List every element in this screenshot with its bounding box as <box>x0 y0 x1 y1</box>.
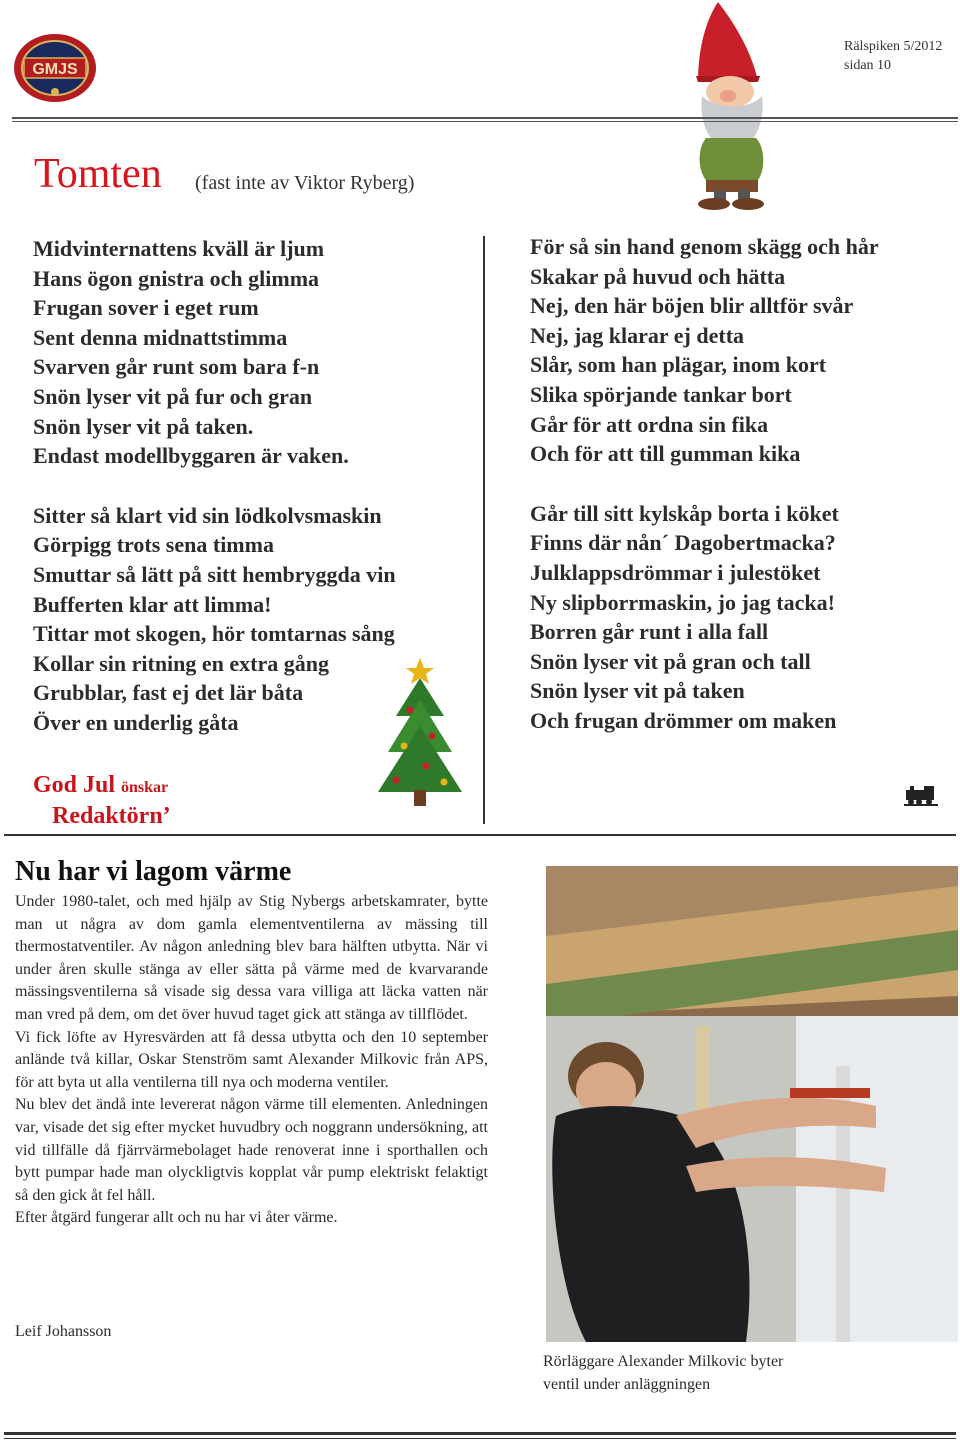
column-divider <box>483 236 485 824</box>
poem-line: Frugan sover i eget rum <box>33 295 259 321</box>
locomotive-icon <box>904 784 938 806</box>
poem-line: Går för att ordna sin fika <box>530 411 769 437</box>
christmas-tree-illustration <box>374 656 466 808</box>
greeting-signature <box>52 803 171 830</box>
poem-line: Snön lyser vit på taken <box>530 678 745 704</box>
poem-line: Och frugan drömmer om maken <box>530 707 837 733</box>
poem-line: Slika spörjande tankar bort <box>530 381 792 407</box>
greeting-onskar: önskar <box>121 779 169 796</box>
poem-line: Snön lyser vit på taken. <box>33 413 254 439</box>
photo-caption <box>543 1350 843 1396</box>
poem-left-column <box>33 234 396 738</box>
poem-line: Skakar på huvud och hätta <box>530 263 786 289</box>
gnome-icon <box>688 0 776 212</box>
footer-rule <box>4 1432 956 1435</box>
poem-line: Nej, jag klarar ej detta <box>530 322 745 348</box>
poem-line: Kollar sin ritning en extra gång <box>33 650 329 676</box>
poem-line: Slår, som han plägar, inom kort <box>530 352 827 378</box>
header-info <box>844 37 942 75</box>
poem-title: Tomten <box>34 151 162 197</box>
header-rule <box>12 117 958 119</box>
poem-line: Ny slipborrmaskin, jo jag tacka! <box>530 589 835 615</box>
poem-line: Endast modellbyggaren är vaken. <box>33 443 349 469</box>
greeting-god-jul: God Jul <box>33 772 116 798</box>
poem-line: Sent denna midnattstimma <box>33 324 288 350</box>
poem-line: Grubblar, fast ej det lär båta <box>33 680 304 706</box>
article-photo <box>546 866 958 1342</box>
christmas-tree-icon <box>374 656 466 808</box>
poem-line: Sitter så klart vid sin lödkolvsmaskin <box>33 502 382 528</box>
poem-line: Snön lyser vit på fur och gran <box>33 383 313 409</box>
article-paragraph: Nu blev det ändå inte levererat någon värme till elementen. Anledningen var, visade det sig efter mycket huvudbry och noggrann undersökning, att vid tillfälle då fjärrvärmebolaget hade renoverat inne i sporthallen och bytt pumpar hade man olyckligtvis kopplat vår pump elektriskt felaktigt så den gick åt fel håll. <box>15 1096 488 1204</box>
article-author: Leif Johansson <box>15 1323 112 1340</box>
poem-line: Julklappsdrömmar i julestöket <box>530 559 821 585</box>
poem-right-column <box>530 232 879 736</box>
poem-subtitle: (fast inte av Viktor Ryberg) <box>195 172 415 194</box>
poem-line: Finns där nån´ Dagobertmacka? <box>530 530 836 556</box>
poem-line: Över en underlig gåta <box>33 709 239 735</box>
poem-line: För så sin hand genom skägg och hår <box>530 234 879 259</box>
publication-name: Rälspiken 5/2012 <box>844 39 943 54</box>
poem-line: Görpigg trots sena timma <box>33 532 274 558</box>
poem-line: Går till sitt kylskåp borta i köket <box>530 500 839 526</box>
article-paragraph: Under 1980-talet, och med hjälp av Stig Nybergs arbetskamrater, bytte man ut några av dom gamla elementventilerna av mässing till thermostatventiler. Av någon anledning blev bara hälften utbytta. När vi under åren skulle stänga av eller sätta på värme med de kvarvarande mässingsventilerna så visade sig dessa vara villiga att läcka vatten när man vred på dem, om det över huvud taget gick att stänga av tillflödet. <box>15 893 488 1023</box>
poem-line: Smuttar så lätt på sitt hembryggda vin <box>33 561 396 587</box>
section-divider <box>4 834 956 836</box>
article-paragraph: Vi fick löfte av Hyresvärden att få dessa utbytta och den 10 september anlände två killar, Oskar Stenström samt Alexander Milkovic från APS, för att byta ut alla ventilerna till nya och moderna ventiler. <box>15 1028 488 1091</box>
poem-line: Svarven går runt som bara f-n <box>33 354 320 380</box>
poem-line: Tittar mot skogen, hör tomtarnas sång <box>33 621 395 647</box>
page-number: sidan 10 <box>844 58 892 73</box>
photo-caption-line: Rörläggare Alexander Milkovic byter <box>543 1353 784 1370</box>
poem-line: Och för att till gumman kika <box>530 441 801 467</box>
signature-mark: ’ <box>162 803 171 829</box>
poem-line: Borren går runt i alla fall <box>530 619 769 645</box>
footer-rule-thin <box>4 1438 956 1439</box>
logo-text: GMJS <box>32 61 78 78</box>
gnome-illustration <box>688 0 776 212</box>
poem-line: Midvinternattens kväll är ljum <box>33 236 325 261</box>
poem-line: Bufferten klar att limma! <box>33 591 272 617</box>
gmjs-logo-icon <box>12 32 98 104</box>
header-rule-thin <box>12 121 958 122</box>
club-logo <box>12 32 98 104</box>
poem-line: Nej, den här böjen blir alltför svår <box>530 293 854 319</box>
greeting <box>33 772 168 799</box>
signature-redaktorn: Redaktörn <box>52 803 163 829</box>
photo-caption-line: ventil under anläggningen <box>543 1376 711 1393</box>
article-title: Nu har vi lagom värme <box>15 856 292 887</box>
photo-plumber-icon <box>546 866 958 1342</box>
poem-line: Snön lyser vit på gran och tall <box>530 648 811 674</box>
poem-line: Hans ögon gnistra och glimma <box>33 265 320 291</box>
article-paragraph: Efter åtgärd fungerar allt och nu har vi åter värme. <box>15 1209 338 1227</box>
article-body <box>15 891 488 1230</box>
